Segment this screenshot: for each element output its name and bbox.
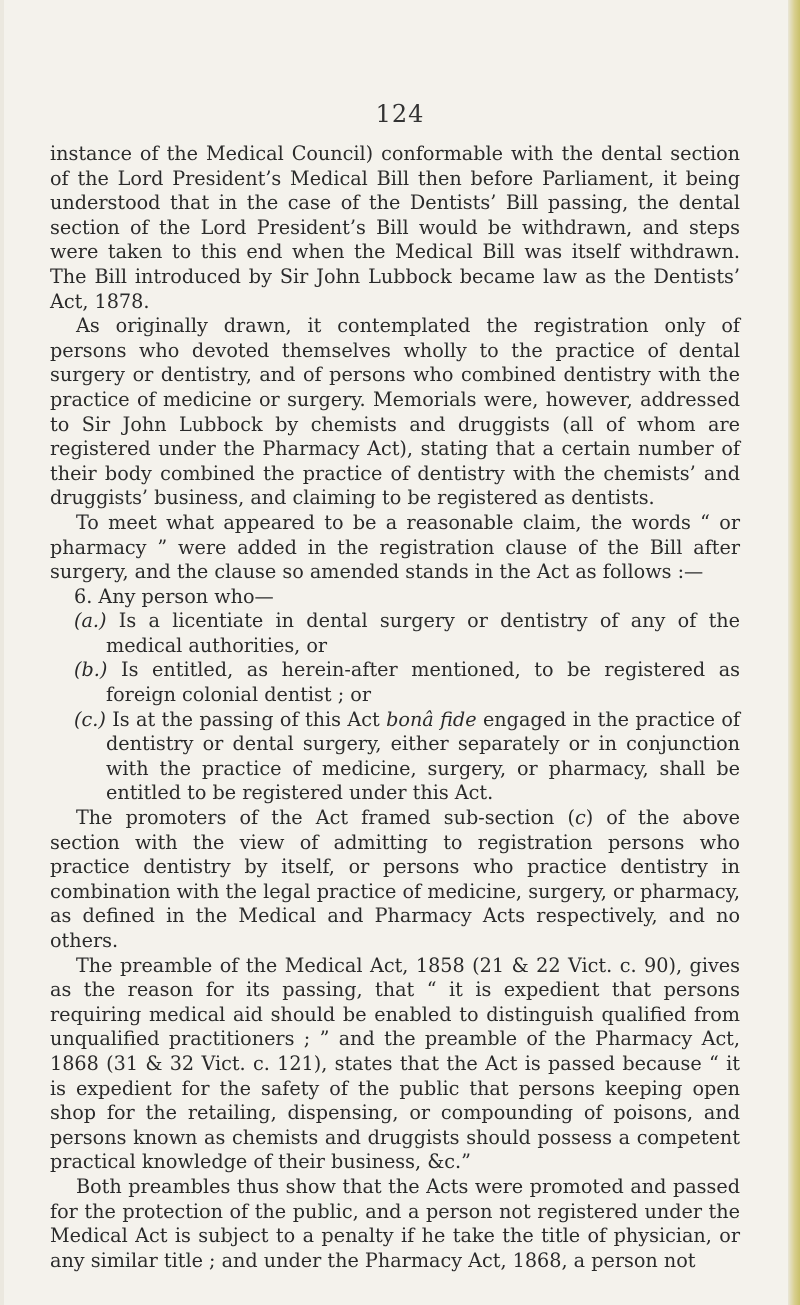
clause-b-text: Is entitled, as herein-after mentioned, to be registered as foreign colonial dentist ; or (106, 658, 740, 707)
paragraph-4-part-1: The promoters of the Act framed sub-section ( (76, 806, 575, 830)
paragraph-5: The preamble of the Medical Act, 1858 (21 & 22 Vict. c. 90), gives as the reason for its passing, that “ it is expedient that persons requiring medical aid should be enabled to distinguish qualified from unqualified practitioners ; ” and the preamble of the Pharmacy Act, 1868 (31 & 32 Vict. c. 121), states that the Act is passed because “ it is expedient for the safety of the public that persons keeping open shop for the retailing, dispensing, or compounding of poisons, and persons known as chemists and druggists should possess a competent practical knowledge of their business, &c.” (50, 953, 740, 1174)
clause-c (50, 708, 740, 806)
clause-c-text-1: Is at the passing of this Act (112, 707, 380, 731)
clause-b-label: (b.) (74, 658, 108, 682)
paragraph-6: Both preambles thus show that the Acts were promoted and passed for the protection of the public, and a person not registered under the Medical Act is subject to a penalty if he take the title of physician, or any similar title ; and under the Pharmacy Act, 1868, a person not (50, 1174, 740, 1272)
clause-a-text: Is a licentiate in dental surgery or dentistry of any of the medical authorities, or (106, 609, 740, 657)
body-text (50, 142, 740, 1273)
paragraph-4-italic: c (574, 806, 586, 830)
paragraph-4 (50, 806, 740, 954)
paragraph-1: instance of the Medical Council) conformable with the dental section of the Lord President’s Medical Bill then before Parliament, it being understood that in the case of the Dentists’ Bill passing, the dental section of the Lord President’s Bill would be withdrawn, and steps were taken to this end when the Medical Bill was itself withdrawn. The Bill introduced by Sir John Lubbock became law as the Dentists’ Act, 1878. (50, 142, 740, 313)
page-number: 124 (375, 100, 425, 128)
paragraph-2: As originally drawn, it contemplated the registration only of persons who devoted themselves wholly to the practice of dental surgery or dentistry, and of persons who combined dentistry with the practice of medicine or surgery. Memorials were, however, addressed to Sir John Lubbock by chemists and druggists (all of whom are registered under the Pharmacy Act), stating that a certain number of their body combined the practice of dentistry with the chemists’ and druggists’ business, and claiming to be registered as dentists. (50, 314, 740, 510)
clause-a-label: (a.) (74, 609, 107, 633)
clause-c-label: (c.) (74, 707, 106, 731)
paragraph-3: To meet what appeared to be a reasonable claim, the words “ or pharmacy ” were added in the registration clause of the Bill after surgery, and the clause so amended stands in the Act as follows :— (50, 510, 740, 584)
clause-c-italic: bonâ fide (386, 707, 477, 731)
clause-c-text-2: engaged in the practice of dentistry or dental surgery, either separately or in conjunction with the practice of medicine, surgery, or pharmacy, shall be entitled to be registered under this Act. (106, 707, 740, 805)
clause-a (50, 609, 740, 658)
clause-b (50, 658, 740, 707)
paragraph-4-part-2: ) of the above section with the view of admitting to registration persons who practice dentistry by itself, or persons who practice dentistry in combination with the legal practice of medicine, surgery, or pharmacy, as defined in the Medical and Pharmacy Acts respectively, and no others. (50, 806, 740, 952)
page-edge-right (788, 0, 800, 1305)
page-edge-left (0, 0, 4, 1305)
clause-heading: 6. Any person who— (74, 584, 274, 608)
